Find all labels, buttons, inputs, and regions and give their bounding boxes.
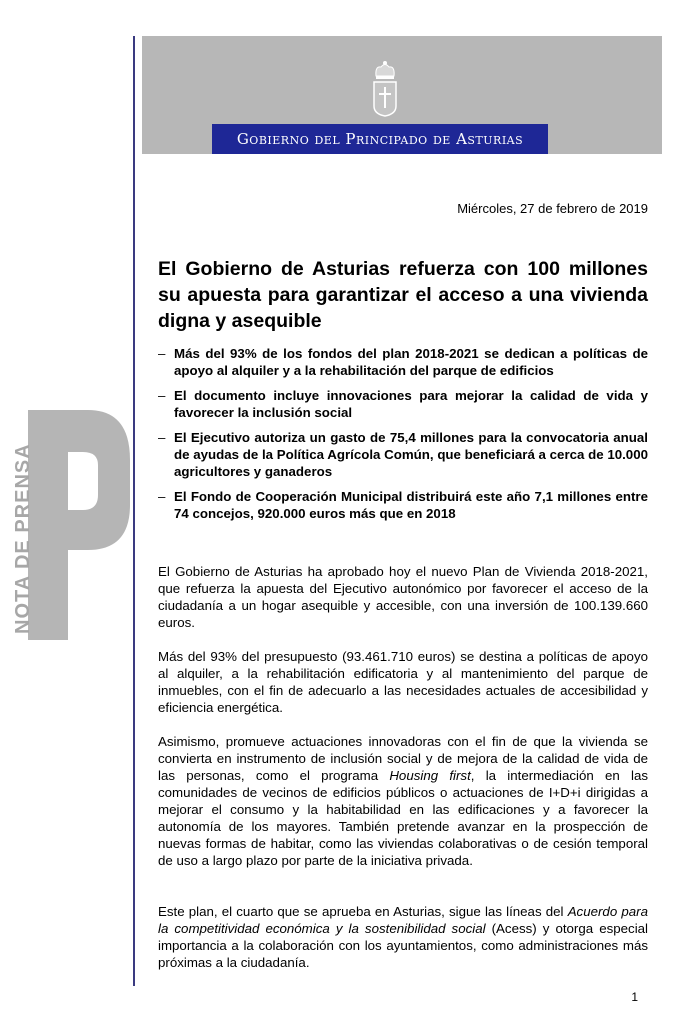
highlight-item [158, 488, 648, 522]
highlight-text: El Fondo de Cooperación Municipal distribuirá este año 7,1 millones entre 74 concejos, 920.000 euros más que en 2018 [174, 489, 648, 521]
paragraph-text: , la intermediación en las comunidades de vecinos de edificios públicos o actuaciones de I+D+i dirigidas a mejorar el consumo y la habitabilidad en las edificaciones y a favorecer la autonomía de los mayores. También pretende avanzar en la prospección de nuevas formas de habitar, como las viviendas colaborativas o de cesión temporal de uso a largo plazo por parte de la iniciativa privada. [158, 768, 648, 868]
body-paragraph-4 [158, 903, 648, 971]
highlight-item [158, 387, 648, 421]
highlight-text: Más del 93% de los fondos del plan 2018-2021 se dedican a políticas de apoyo al alquiler y a la rehabilitación del parque de edificios [174, 346, 648, 378]
dash-bullet: – [158, 489, 166, 504]
asturias-crest-icon [371, 60, 399, 118]
highlight-text: El documento incluye innovaciones para mejorar la calidad de vida y favorecer la inclusión social [174, 388, 648, 420]
margin-rule [133, 36, 135, 986]
body-paragraph-3 [158, 733, 648, 869]
paragraph-text: (Acess) y otorga especial importancia a la colaboración con los ayuntamientos, como administraciones más próximas a la ciudadanía. [158, 921, 648, 970]
side-label: NOTA DE PRENSA [12, 443, 34, 634]
press-release-side-mark [0, 410, 130, 640]
dash-bullet: – [158, 346, 166, 361]
highlight-item [158, 345, 648, 379]
big-p-letter [28, 410, 130, 640]
page-number: 1 [631, 990, 638, 1004]
body-paragraph-1: El Gobierno de Asturias ha aprobado hoy el nuevo Plan de Vivienda 2018-2021, que refuerza la apuesta del Ejecutivo autonómico por favorecer el acceso de la ciudadanía a un hogar asequible y accesible, con una inversión de 100.139.660 euros. [158, 564, 648, 630]
paragraph-text: Asimismo, promueve actuaciones innovadoras con el fin de que la vivienda se convierta en instrumento de inclusión social y de mejora de la calidad de vida de las personas, como el programa [158, 734, 648, 783]
highlight-text: El Ejecutivo autoriza un gasto de 75,4 millones para la convocatoria anual de ayudas de la Política Agrícola Común, que beneficiará a cerca de 10.000 agricultores y ganaderos [174, 430, 648, 479]
highlights-list [158, 345, 648, 530]
highlight-item [158, 429, 648, 480]
dash-bullet: – [158, 388, 166, 403]
headline: El Gobierno de Asturias refuerza con 100 millones su apuesta para garantizar el acceso a una vivienda digna y asequible [158, 258, 648, 332]
body-paragraph-2: Más del 93% del presupuesto (93.461.710 euros) se destina a políticas de apoyo al alquiler, a la rehabilitación edificatoria y al mantenimiento del parque de inmuebles, con el fin de adecuarlo a las necesidades actuales de accesibilidad y eficiencia energética. [158, 649, 648, 715]
paragraph-text: Este plan, el cuarto que se aprueba en Asturias, sigue las líneas del [158, 904, 568, 919]
letterhead [142, 36, 662, 154]
dash-bullet: – [158, 430, 166, 445]
government-banner: Gobierno del Principado de Asturias [212, 124, 548, 154]
publication-date: Miércoles, 27 de febrero de 2019 [457, 201, 648, 216]
agreement-name: Acuerdo para la competitividad económica y la sostenibilidad social [158, 904, 648, 936]
program-name: Housing first [389, 768, 471, 783]
